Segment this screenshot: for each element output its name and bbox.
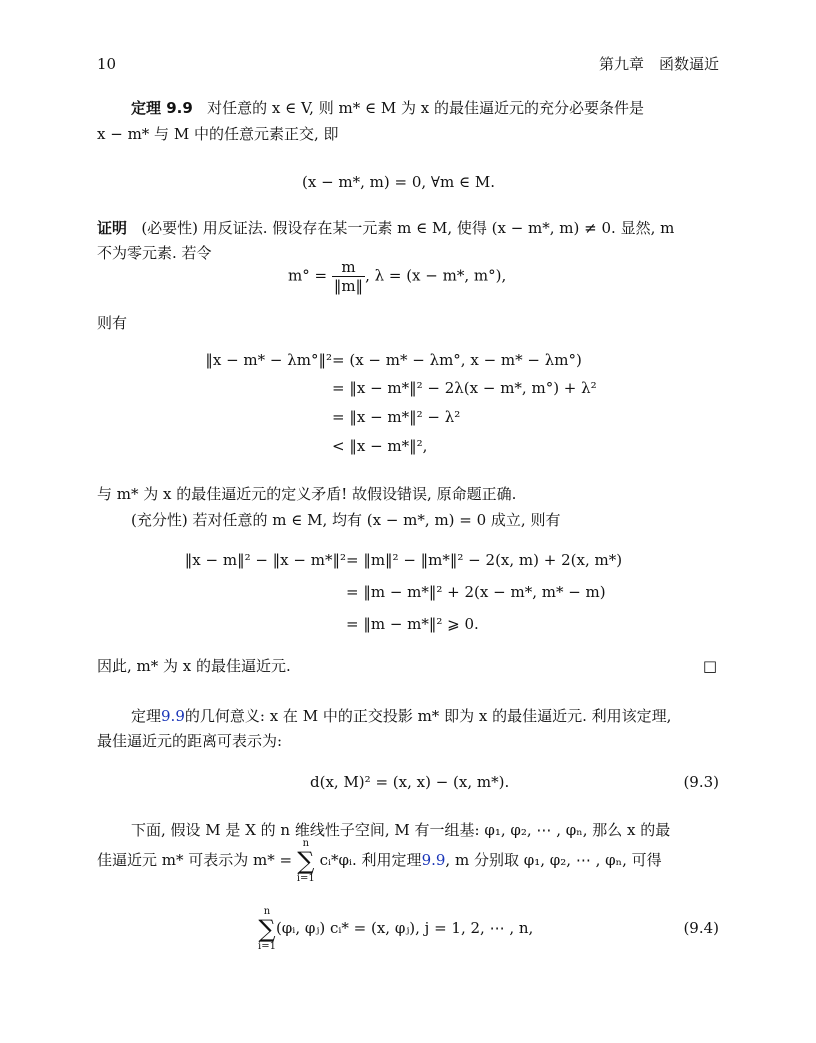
sum-lower-limit: i=1 — [296, 873, 315, 884]
equation-number-9-4: (9.4) — [683, 919, 719, 937]
orthogonality-equation: (x − m*, m) = 0, ∀m ∈ M. — [302, 173, 495, 191]
summation-symbol-2: n ∑ i=1 — [258, 906, 276, 952]
chain1-lhs: ‖x − m* − λm°‖² — [205, 351, 332, 369]
equation-9-4 — [258, 906, 533, 952]
theorem-paragraph — [97, 96, 719, 120]
chain2-line3: = ‖m − m*‖² ⩾ 0. — [346, 615, 479, 633]
theorem-text-line1: 对任意的 x ∈ V, 则 m* ∈ M 为 x 的最佳逼近元的充分必要条件是 — [207, 99, 644, 117]
theorem-text-line2: x − m* 与 M 中的任意元素正交, 即 — [97, 125, 339, 143]
fraction-numerator: m — [332, 258, 365, 277]
chapter-title: 第九章 函数逼近 — [598, 55, 719, 73]
basis-line1: 下面, 假设 M 是 X 的 n 维线性子空间, M 有一组基: φ₁, φ₂, ⋯ , φₙ, 那么 x 的最 — [131, 821, 671, 839]
chain1-line2: = ‖x − m*‖² − 2λ(x − m*, m°) + λ² — [332, 379, 597, 397]
basis-line2-pre: 佳逼近元 m* 可表示为 m* = — [97, 851, 297, 869]
page-number: 10 — [97, 55, 117, 73]
qed-box: □ — [702, 657, 717, 675]
definition-equation — [288, 258, 506, 295]
then-text: 则有 — [97, 314, 128, 332]
theorem-label: 定理 9.9 — [131, 99, 193, 117]
summation-symbol: n ∑ i=1 — [296, 838, 315, 884]
sum-lower-limit-2: i=1 — [258, 941, 276, 952]
basis-line2-term: cᵢ*φᵢ. 利用定理 — [314, 851, 422, 869]
equation-9-4-body: (φᵢ, φⱼ) cᵢ* = (x, φⱼ), j = 1, 2, ⋯ , n, — [275, 919, 534, 937]
equation-9-3: d(x, M)² = (x, x) − (x, m*). — [310, 773, 510, 791]
chain1-line3: = ‖x − m*‖² − λ² — [332, 408, 461, 426]
theorem-ref-link-2[interactable]: 9.9 — [421, 851, 446, 869]
def-lhs: m° = — [288, 266, 332, 285]
theorem-ref-link[interactable]: 9.9 — [161, 707, 185, 725]
chain2-line1: = ‖m‖² − ‖m*‖² − 2(x, m) + 2(x, m*) — [346, 551, 623, 569]
def-rhs: , λ = (x − m*, m°), — [365, 266, 507, 285]
remark-post: 的几何意义: x 在 M 中的正交投影 m* 即为 x 的最佳逼近元. 利用该定理, — [184, 707, 672, 725]
chain1-line1: = (x − m* − λm°, x − m* − λm°) — [332, 351, 582, 369]
chain2-lhs: ‖x − m‖² − ‖x − m*‖² — [184, 551, 346, 569]
chain2-line2: = ‖m − m*‖² + 2(x − m*, m* − m) — [346, 583, 606, 601]
proof-label: 证明 — [97, 219, 128, 237]
basis-line2-post: , m 分别取 φ₁, φ₂, ⋯ , φₙ, 可得 — [445, 851, 662, 869]
sufficiency-text: (充分性) 若对任意的 m ∈ M, 均有 (x − m*, m) = 0 成立, 则有 — [131, 511, 561, 529]
fraction-denominator: ‖m‖ — [333, 277, 364, 295]
sum-upper-limit-2: n — [263, 906, 271, 917]
basis-line2 — [97, 838, 719, 884]
sum-upper-limit: n — [302, 838, 310, 849]
proof-text-line2: 不为零元素. 若令 — [97, 244, 212, 262]
chain1-line4: < ‖x − m*‖², — [332, 437, 428, 455]
remark-line2: 最佳逼近元的距离可表示为: — [97, 732, 283, 750]
proof-text-line1: (必要性) 用反证法. 假设存在某一元素 m ∈ M, 使得 (x − m*, m) ≠ 0. 显然, m — [141, 219, 675, 237]
equation-number-9-3: (9.3) — [683, 773, 719, 791]
remark-pre: 定理 — [131, 707, 162, 725]
fraction — [332, 258, 365, 295]
remark-line1 — [97, 704, 719, 728]
proof-paragraph — [97, 216, 719, 240]
conclusion-text: 因此, m* 为 x 的最佳逼近元. — [97, 657, 291, 675]
contradiction-text: 与 m* 为 x 的最佳逼近元的定义矛盾! 故假设错误, 原命题正确. — [97, 485, 517, 503]
